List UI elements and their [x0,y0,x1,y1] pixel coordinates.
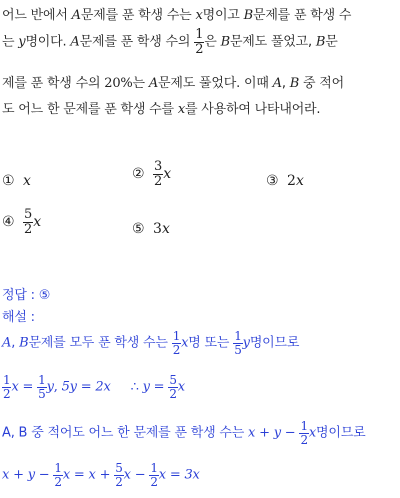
option-5[interactable]: ⑤ 3x [132,221,170,237]
explanation-line-2: $\frac{1}{2}$ x = $\frac{1}{5}$ y, 5y = 2x ∴ y = $\frac{5}{2}$ x [3,373,185,401]
explanation-line-4: x + y − $\frac{1}{2}$ x = x + $\frac{5}{2}$ x − $\frac{1}{2}$ x = 3x [2,461,200,489]
option-3[interactable]: ③ 2x [266,173,304,189]
fraction-one-half: $\frac{1}{2}$ [300,419,308,447]
question-line-3: 제를 푼 학생 수의 20%는 A문제도 풀었다. 이때 A, B 중 적어 [2,76,345,91]
question-line-4: 도 어느 한 문제를 푼 학생 수를 x를 사용하여 나타내어라. [2,102,321,117]
explanation-label: 해설 : [2,310,35,325]
fraction-one-half: $\frac{1}{2}$ [54,461,62,489]
fraction-one-half: $\frac{1}{2}$ [172,329,181,357]
question-line-2: 는 y명이다. A문제를 푼 학생 수의 $\frac{1}{2}$ 은 B문제도 풀었고, B문 [2,27,338,57]
fraction-one-half: $\frac{1}{2}$ [3,373,11,401]
fraction-one-half: $\frac{1}{2}$ [150,461,158,489]
explanation-line-1: A, B문제를 모두 푼 학생 수는 $\frac{1}{2}$ x명 또는 $\frac{1}{5}$ y명이므로 [2,329,300,357]
option-4[interactable]: ④ $\frac{5}{2}$ x [2,207,42,237]
fraction-one-fifth: $\frac{1}{5}$ [234,329,242,357]
fraction-five-halves: $\frac{5}{2}$ [169,373,177,401]
explanation-line-3: A, B 중 적어도 어느 한 문제를 푼 학생 수는 x + y − $\frac{1}{2}$ x명이므로 [2,419,366,447]
option-4-fraction: $\frac{5}{2}$ [24,207,33,237]
fraction-one-half: $\frac{1}{2}$ [195,27,204,57]
option-2-fraction: $\frac{3}{2}$ [154,159,163,189]
question-line-1: 어느 반에서 A문제를 푼 학생 수는 x명이고 B문제를 푼 학생 수 [2,8,352,23]
option-2[interactable]: ② $\frac{3}{2}$ x [132,159,172,189]
answer-label: 정답 : ⑤ [2,288,51,303]
fraction-five-halves: $\frac{5}{2}$ [115,461,123,489]
fraction-one-fifth: $\frac{1}{5}$ [38,373,46,401]
option-1[interactable]: ① x [2,173,31,189]
